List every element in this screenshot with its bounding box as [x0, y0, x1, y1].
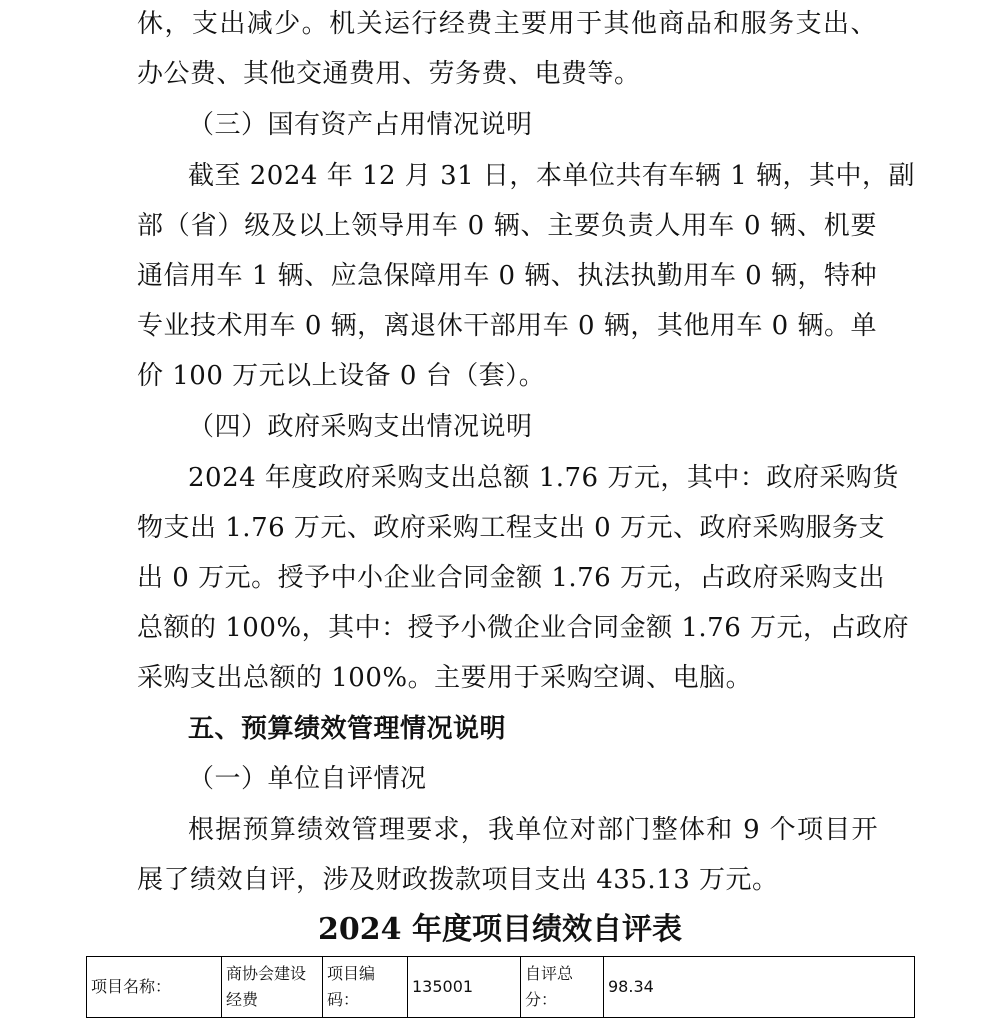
project-code-label: 项目编码：: [323, 957, 408, 1018]
paragraph-line: 截至 2024 年 12 月 31 日，本单位共有车辆 1 辆，其中，副: [188, 161, 915, 191]
paragraph-line: 根据预算绩效管理要求，我单位对部门整体和 9 个项目开: [188, 815, 878, 845]
project-name-value: 商协会建设经费: [222, 957, 323, 1018]
paragraph-line: 专业技术用车 0 辆，离退休干部用车 0 辆，其他用车 0 辆。单: [137, 311, 877, 341]
paragraph-line: 通信用车 1 辆、应急保障用车 0 辆、执法执勤用车 0 辆，特种: [137, 261, 877, 291]
paragraph-line: 展了绩效自评，涉及财政拨款项目支出 435.13 万元。: [137, 865, 779, 895]
project-code-value: 135001: [408, 957, 521, 1018]
score-value: 98.34: [604, 957, 915, 1018]
project-name-label: 项目名称：: [87, 957, 222, 1018]
paragraph-line: 价 100 万元以上设备 0 台（套）。: [137, 361, 546, 391]
chapter-heading: 五、预算绩效管理情况说明: [188, 714, 507, 744]
paragraph-line: 物支出 1.76 万元、政府采购工程支出 0 万元、政府采购服务支: [137, 513, 885, 543]
section-heading: （四）政府采购支出情况说明: [188, 412, 533, 442]
section-heading: （三）国有资产占用情况说明: [188, 110, 533, 140]
project-evaluation-table: [86, 956, 915, 1018]
paragraph-line: 部（省）级及以上领导用车 0 辆、主要负责人用车 0 辆、机要: [137, 211, 877, 241]
paragraph-line: 休，支出减少。机关运行经费主要用于其他商品和服务支出、: [137, 9, 877, 39]
score-label: 自评总分：: [521, 957, 604, 1018]
table-row: [87, 957, 915, 1018]
table-title: 2024 年度项目绩效自评表: [318, 912, 682, 947]
paragraph-line: 2024 年度政府采购支出总额 1.76 万元，其中：政府采购货: [188, 463, 899, 493]
paragraph-line: 总额的 100%，其中：授予小微企业合同金额 1.76 万元，占政府: [137, 613, 910, 643]
section-heading: （一）单位自评情况: [188, 764, 427, 794]
paragraph-line: 办公费、其他交通费用、劳务费、电费等。: [137, 59, 641, 89]
paragraph-line: 出 0 万元。授予中小企业合同金额 1.76 万元，占政府采购支出: [137, 563, 885, 593]
paragraph-line: 采购支出总额的 100%。主要用于采购空调、电脑。: [137, 663, 753, 693]
